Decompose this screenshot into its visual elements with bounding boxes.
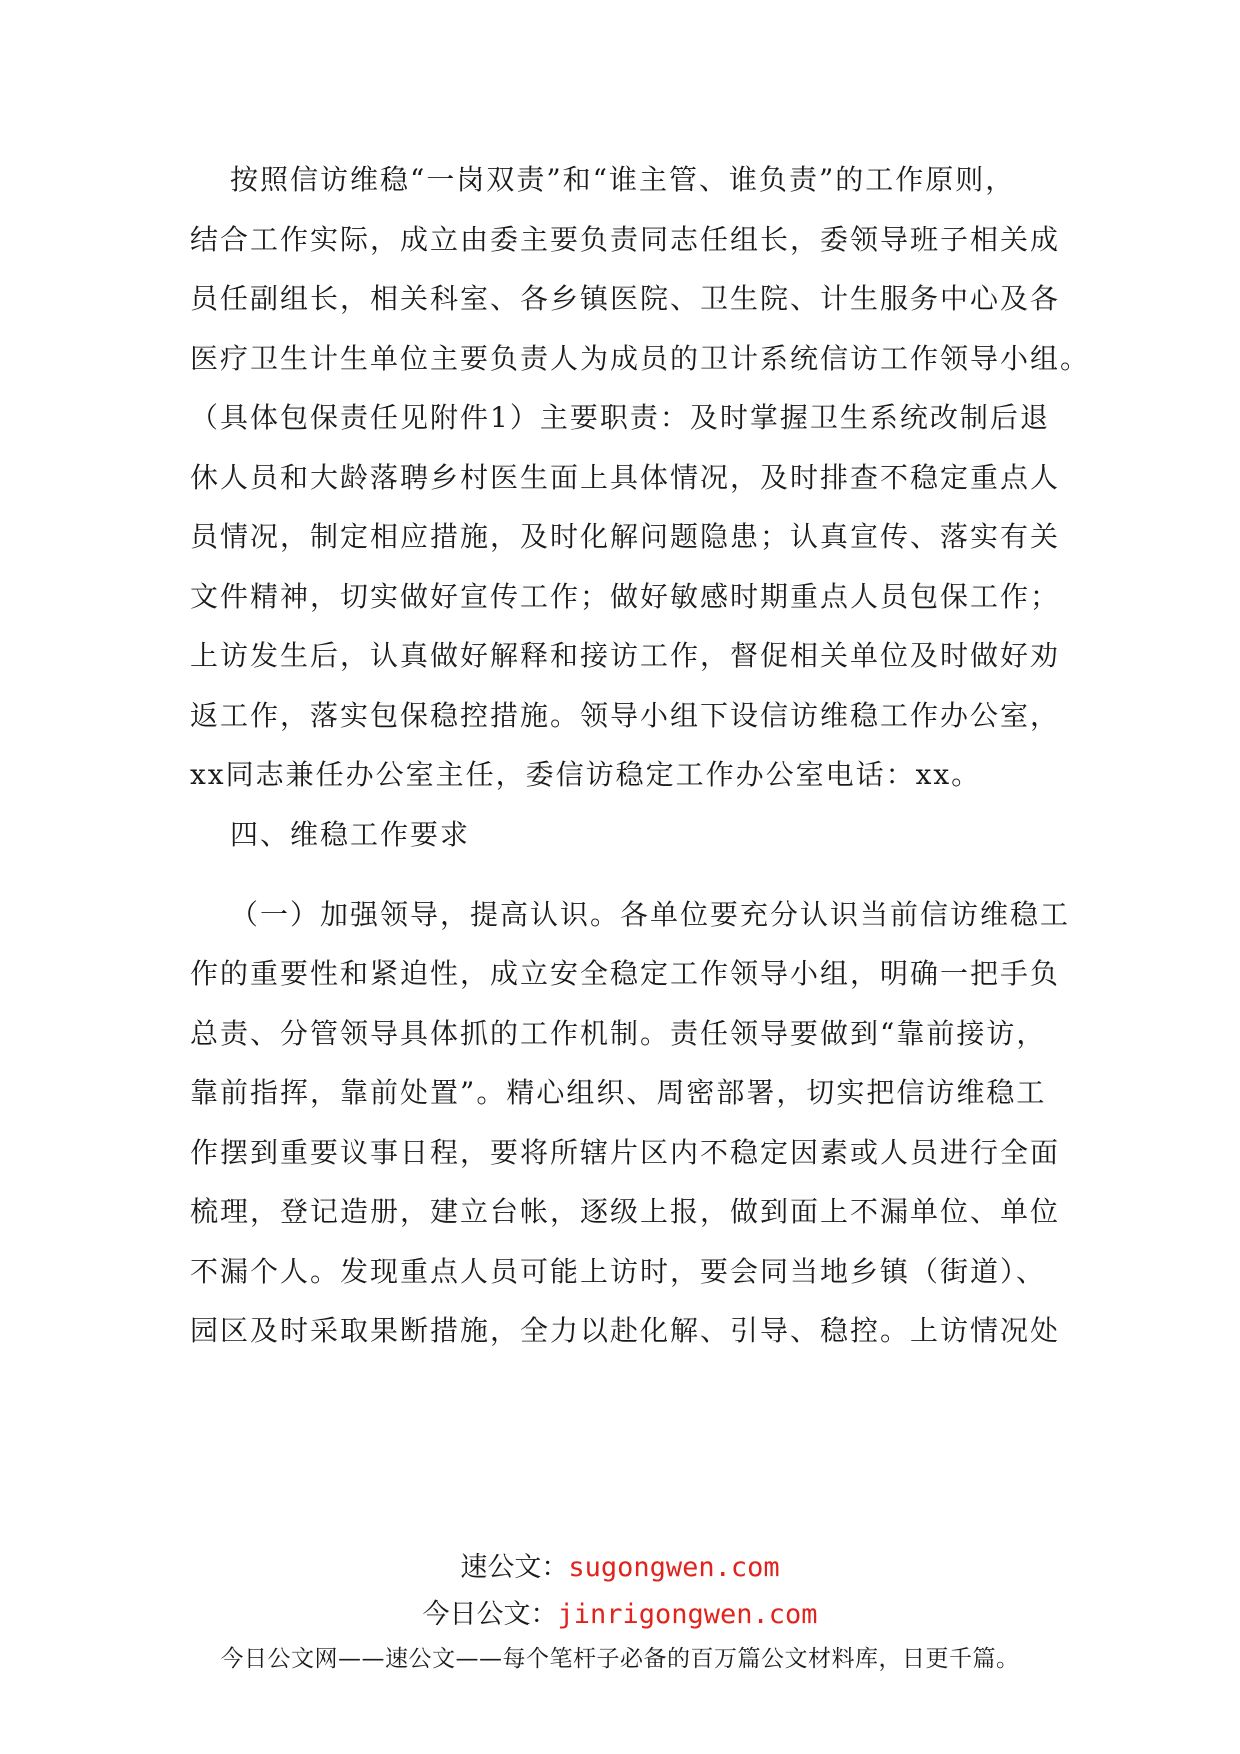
text-line: 文件精神，切实做好宣传工作；做好敏感时期重点人员包保工作； bbox=[190, 580, 1061, 613]
footer-label: 今日公文： bbox=[422, 1599, 558, 1630]
text-line: （一）加强领导，提高认识。各单位要充分认识当前信访维稳工 bbox=[230, 898, 1071, 931]
text-line: xx同志兼任办公室主任，委信访稳定工作办公室电话：xx。 bbox=[190, 758, 982, 791]
text-line: 总责、分管领导具体抓的工作机制。责任领导要做到“靠前接访， bbox=[190, 1017, 1047, 1050]
text-line: 不漏个人。发现重点人员可能上访时，要会同当地乡镇（街道）、 bbox=[190, 1255, 1047, 1288]
section-heading: 四、维稳工作要求 bbox=[230, 818, 471, 851]
footer-link-sugongwen[interactable]: sugongwen.com bbox=[568, 1552, 780, 1583]
footer-line-sugongwen bbox=[0, 1545, 1240, 1584]
footer-label: 速公文： bbox=[460, 1552, 569, 1583]
text-line: 返工作，落实包保稳控措施。领导小组下设信访维稳工作办公室， bbox=[190, 699, 1061, 732]
text-line: 医疗卫生计生单位主要负责人为成员的卫计系统信访工作领导小组。 bbox=[190, 342, 1091, 375]
text-line: 靠前指挥，靠前处置”。精心组织、周密部署，切实把信访维稳工 bbox=[190, 1076, 1047, 1109]
text-line: 结合工作实际，成立由委主要负责同志任组长，委领导班子相关成 bbox=[190, 223, 1061, 256]
text-line: 作的重要性和紧迫性，成立安全稳定工作领导小组，明确一把手负 bbox=[190, 957, 1061, 990]
text-line: 休人员和大龄落聘乡村医生面上具体情况，及时排查不稳定重点人 bbox=[190, 461, 1061, 494]
text-line: （具体包保责任见附件1）主要职责：及时掌握卫生系统改制后退 bbox=[190, 401, 1050, 434]
footer-line-jinrigongwen bbox=[0, 1592, 1240, 1631]
footer-slogan: 今日公文网——速公文——每个笔杆子必备的百万篇公文材料库，日更千篇。 bbox=[220, 1646, 1020, 1672]
text-line: 园区及时采取果断措施，全力以赴化解、引导、稳控。上访情况处 bbox=[190, 1314, 1061, 1347]
text-line: 上访发生后，认真做好解释和接访工作，督促相关单位及时做好劝 bbox=[190, 639, 1061, 672]
text-line: 员任副组长，相关科室、各乡镇医院、卫生院、计生服务中心及各 bbox=[190, 282, 1061, 315]
text-line: 作摆到重要议事日程，要将所辖片区内不稳定因素或人员进行全面 bbox=[190, 1136, 1061, 1169]
text-line: 员情况，制定相应措施，及时化解问题隐患；认真宣传、落实有关 bbox=[190, 520, 1061, 553]
footer-link-jinrigongwen[interactable]: jinrigongwen.com bbox=[557, 1599, 818, 1630]
text-line: 按照信访维稳“一岗双责”和“谁主管、谁负责”的工作原则， bbox=[230, 163, 1016, 196]
text-line: 梳理，登记造册，建立台帐，逐级上报，做到面上不漏单位、单位 bbox=[190, 1195, 1061, 1228]
